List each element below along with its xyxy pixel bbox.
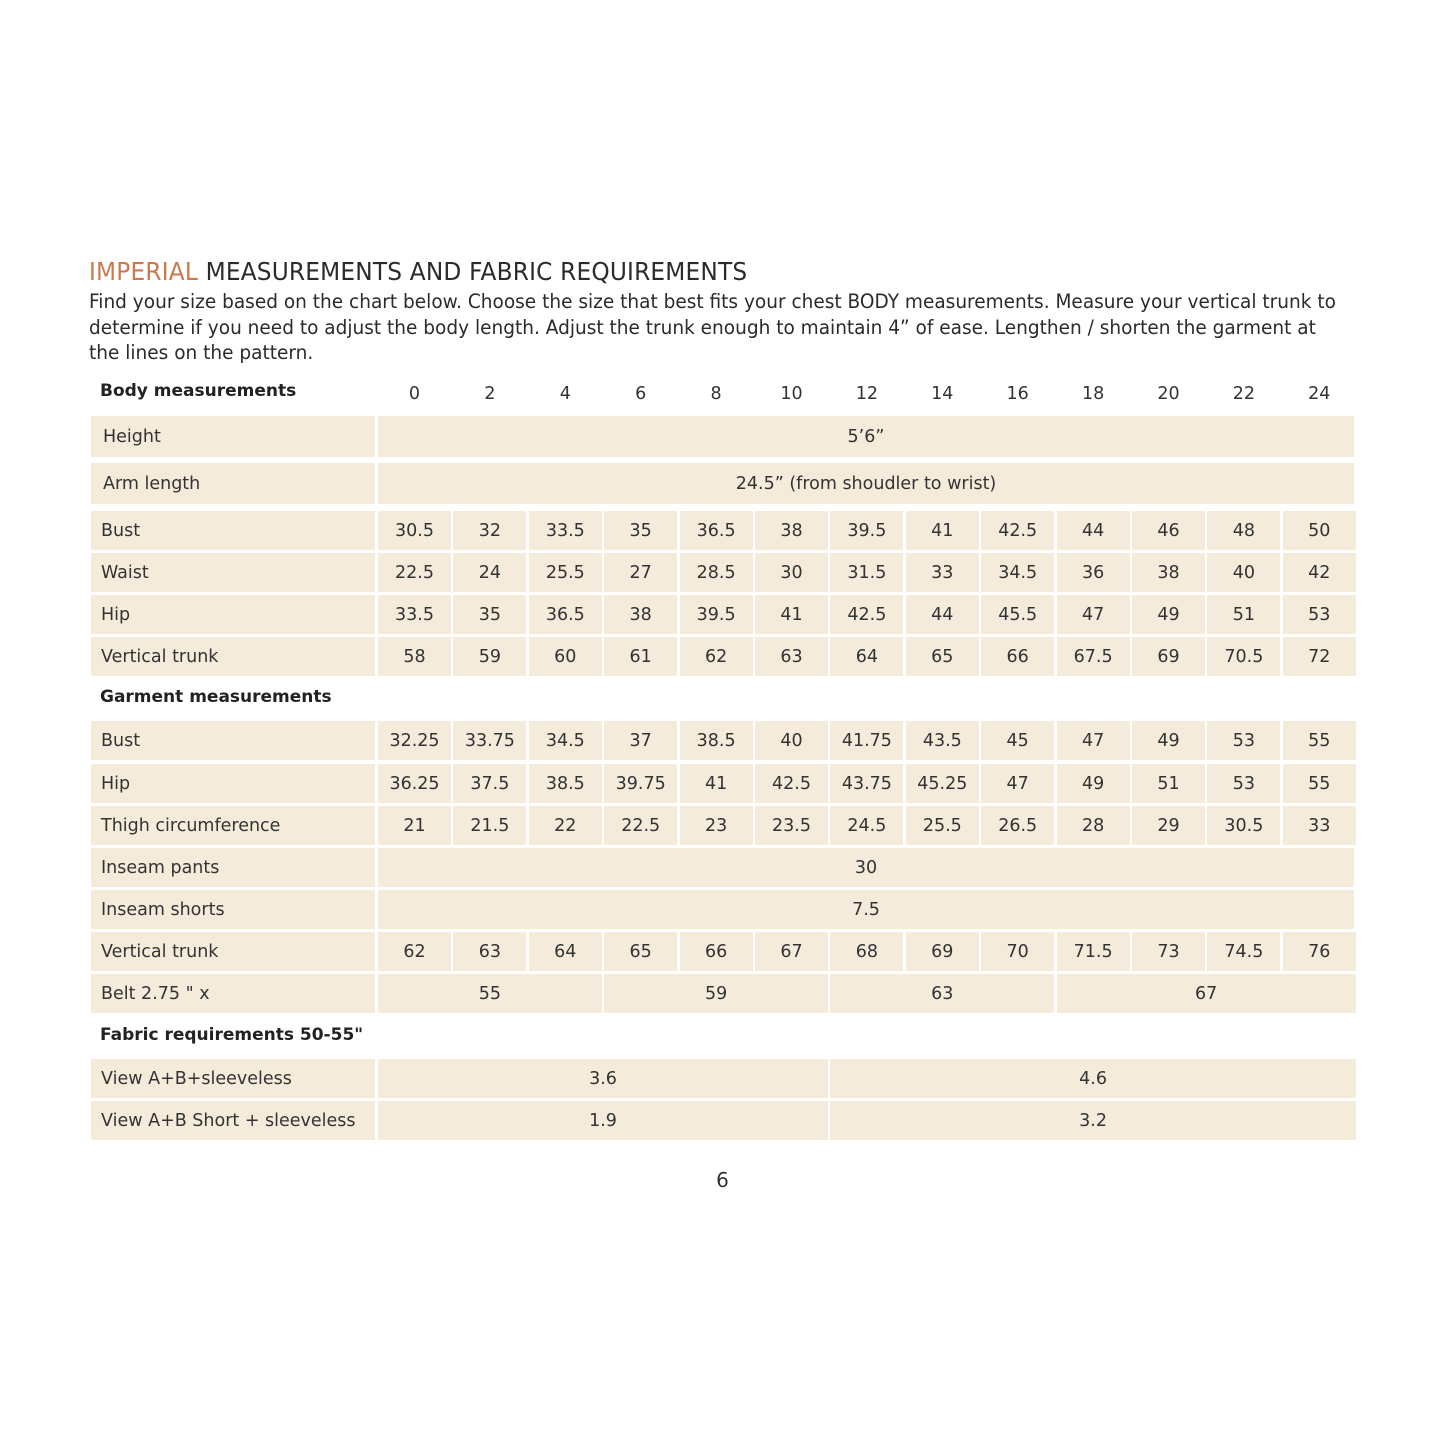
- table-cell: 24: [453, 553, 526, 592]
- table-cell: 33.5: [529, 511, 602, 550]
- table-cell: 66: [981, 637, 1054, 676]
- page-title: [89, 257, 747, 286]
- row-label: Thigh circumference: [91, 806, 375, 845]
- belt-cell: 67: [1057, 974, 1356, 1013]
- table-cell: 55: [1283, 764, 1356, 803]
- table-cell: 45.5: [981, 595, 1054, 634]
- table-cell: 42: [1283, 553, 1356, 592]
- table-cell: 72: [1283, 637, 1356, 676]
- spanning-value: 30: [378, 848, 1354, 887]
- table-cell: 23: [680, 806, 753, 845]
- spanning-value: 5’6”: [378, 416, 1354, 457]
- size-header: 24: [1308, 384, 1331, 404]
- table-cell: 42.5: [981, 511, 1054, 550]
- table-cell: 55: [1283, 721, 1356, 760]
- table-cell: 39.75: [604, 764, 677, 803]
- table-cell: 65: [906, 637, 979, 676]
- row-label: Vertical trunk: [91, 637, 375, 676]
- table-cell: 48: [1207, 511, 1280, 550]
- table-cell: 32.25: [378, 721, 451, 760]
- size-header: 0: [408, 384, 421, 404]
- table-cell: 25.5: [906, 806, 979, 845]
- size-header: 2: [484, 384, 496, 404]
- section-heading: Fabric requirements 50-55": [100, 1025, 364, 1045]
- table-cell: 58: [378, 637, 451, 676]
- table-cell: 43.75: [830, 764, 903, 803]
- title-rest: MEASUREMENTS AND FABRIC REQUIREMENTS: [197, 257, 748, 286]
- table-cell: 33.5: [378, 595, 451, 634]
- table-cell: 39.5: [680, 595, 753, 634]
- row-label: Hip: [91, 764, 375, 803]
- size-header: 18: [1081, 384, 1105, 404]
- table-cell: 41: [906, 511, 979, 550]
- table-cell: 64: [529, 932, 602, 971]
- table-cell: 41: [680, 764, 753, 803]
- table-cell: 49: [1057, 764, 1130, 803]
- row-label: Waist: [91, 553, 375, 592]
- table-cell: 21.5: [453, 806, 526, 845]
- fabric-cell: 1.9: [378, 1101, 828, 1140]
- row-label: View A+B+sleeveless: [91, 1059, 375, 1098]
- table-cell: 40: [755, 721, 828, 760]
- size-header: 22: [1232, 384, 1256, 404]
- table-cell: 67.5: [1057, 637, 1130, 676]
- table-cell: 42.5: [830, 595, 903, 634]
- size-header: 12: [855, 384, 879, 404]
- table-cell: 51: [1132, 764, 1205, 803]
- table-cell: 31.5: [830, 553, 903, 592]
- section-heading: Garment measurements: [100, 687, 332, 707]
- intro-paragraph: [89, 289, 1337, 366]
- table-cell: 36.25: [378, 764, 451, 803]
- table-cell: 69: [906, 932, 979, 971]
- row-label: Bust: [91, 721, 375, 760]
- size-header: 16: [1006, 384, 1029, 404]
- table-cell: 53: [1207, 764, 1280, 803]
- table-cell: 30.5: [1207, 806, 1280, 845]
- row-label: Bust: [91, 511, 375, 550]
- table-cell: 53: [1283, 595, 1356, 634]
- table-cell: 33.75: [453, 721, 526, 760]
- table-cell: 41: [755, 595, 828, 634]
- title-accent: IMPERIAL: [89, 257, 198, 286]
- table-cell: 69: [1132, 637, 1205, 676]
- table-cell: 62: [378, 932, 451, 971]
- row-label: Inseam pants: [91, 848, 375, 887]
- table-cell: 33: [906, 553, 979, 592]
- page-number: 6: [716, 1168, 729, 1192]
- table-cell: 63: [453, 932, 526, 971]
- table-cell: 43.5: [906, 721, 979, 760]
- table-cell: 32: [453, 511, 526, 550]
- table-cell: 41.75: [830, 721, 903, 760]
- table-cell: 24.5: [830, 806, 903, 845]
- row-label: Vertical trunk: [91, 932, 375, 971]
- table-cell: 50: [1283, 511, 1356, 550]
- table-cell: 42.5: [755, 764, 828, 803]
- table-cell: 28: [1057, 806, 1130, 845]
- table-cell: 21: [378, 806, 451, 845]
- row-label: Arm length: [91, 463, 375, 504]
- table-cell: 29: [1132, 806, 1205, 845]
- table-cell: 37: [604, 721, 677, 760]
- table-cell: 36: [1057, 553, 1130, 592]
- table-cell: 27: [604, 553, 677, 592]
- table-cell: 38: [1132, 553, 1205, 592]
- table-cell: 35: [453, 595, 526, 634]
- table-cell: 64: [830, 637, 903, 676]
- fabric-cell: 4.6: [830, 1059, 1355, 1098]
- spanning-value: 24.5” (from shoudler to wrist): [378, 463, 1354, 504]
- table-cell: 46: [1132, 511, 1205, 550]
- table-cell: 47: [1057, 721, 1130, 760]
- belt-cell: 59: [604, 974, 828, 1013]
- spanning-value: 7.5: [378, 890, 1354, 929]
- belt-cell: 63: [830, 974, 1054, 1013]
- row-label: Hip: [91, 595, 375, 634]
- table-cell: 26.5: [981, 806, 1054, 845]
- size-header: 4: [559, 384, 571, 404]
- section-heading: Body measurements: [100, 381, 297, 401]
- table-cell: 71.5: [1057, 932, 1130, 971]
- table-cell: 47: [981, 764, 1054, 803]
- table-cell: 44: [1057, 511, 1130, 550]
- intro-line: Find your size based on the chart below. Choose the size that best fits your chest BODY measurements. Measure your vertical trunk to: [89, 290, 1336, 313]
- table-cell: 40: [1207, 553, 1280, 592]
- table-cell: 25.5: [529, 553, 602, 592]
- row-label: Inseam shorts: [91, 890, 375, 929]
- table-cell: 34.5: [529, 721, 602, 760]
- table-cell: 63: [755, 637, 828, 676]
- table-cell: 65: [604, 932, 677, 971]
- table-cell: 67: [755, 932, 828, 971]
- size-header: 10: [780, 384, 803, 404]
- table-cell: 22: [529, 806, 602, 845]
- table-cell: 61: [604, 637, 677, 676]
- table-cell: 49: [1132, 721, 1205, 760]
- belt-cell: 55: [378, 974, 602, 1013]
- table-cell: 68: [830, 932, 903, 971]
- table-cell: 45: [981, 721, 1054, 760]
- size-header: 20: [1157, 384, 1180, 404]
- table-cell: 37.5: [453, 764, 526, 803]
- table-cell: 47: [1057, 595, 1130, 634]
- table-cell: 38.5: [529, 764, 602, 803]
- table-cell: 76: [1283, 932, 1356, 971]
- table-cell: 23.5: [755, 806, 828, 845]
- table-cell: 60: [529, 637, 602, 676]
- size-header: 8: [710, 384, 722, 404]
- table-cell: 30: [755, 553, 828, 592]
- fabric-cell: 3.6: [378, 1059, 828, 1098]
- table-cell: 44: [906, 595, 979, 634]
- table-cell: 38: [755, 511, 828, 550]
- row-label: Height: [91, 416, 375, 457]
- table-cell: 36.5: [680, 511, 753, 550]
- table-cell: 45.25: [906, 764, 979, 803]
- table-cell: 74.5: [1207, 932, 1280, 971]
- intro-line: the lines on the pattern.: [89, 341, 314, 364]
- table-cell: 39.5: [830, 511, 903, 550]
- table-cell: 73: [1132, 932, 1205, 971]
- table-cell: 38: [604, 595, 677, 634]
- table-cell: 34.5: [981, 553, 1054, 592]
- table-cell: 62: [680, 637, 753, 676]
- table-cell: 53: [1207, 721, 1280, 760]
- intro-line: determine if you need to adjust the body length. Adjust the trunk enough to maintain 4” of ease. Lengthen / shorten the garment at: [89, 315, 1316, 339]
- table-cell: 28.5: [680, 553, 753, 592]
- table-cell: 36.5: [529, 595, 602, 634]
- table-cell: 35: [604, 511, 677, 550]
- size-header: 6: [635, 384, 647, 404]
- fabric-cell: 3.2: [830, 1101, 1355, 1140]
- table-cell: 22.5: [378, 553, 451, 592]
- table-cell: 51: [1207, 595, 1280, 634]
- table-cell: 59: [453, 637, 526, 676]
- row-label: View A+B Short + sleeveless: [91, 1101, 375, 1140]
- table-cell: 33: [1283, 806, 1356, 845]
- table-cell: 70.5: [1207, 637, 1280, 676]
- table-cell: 49: [1132, 595, 1205, 634]
- size-header: 14: [931, 384, 954, 404]
- table-cell: 66: [680, 932, 753, 971]
- table-cell: 22.5: [604, 806, 677, 845]
- table-cell: 38.5: [680, 721, 753, 760]
- table-cell: 70: [981, 932, 1054, 971]
- table-cell: 30.5: [378, 511, 451, 550]
- row-label: Belt 2.75 " x: [91, 974, 375, 1013]
